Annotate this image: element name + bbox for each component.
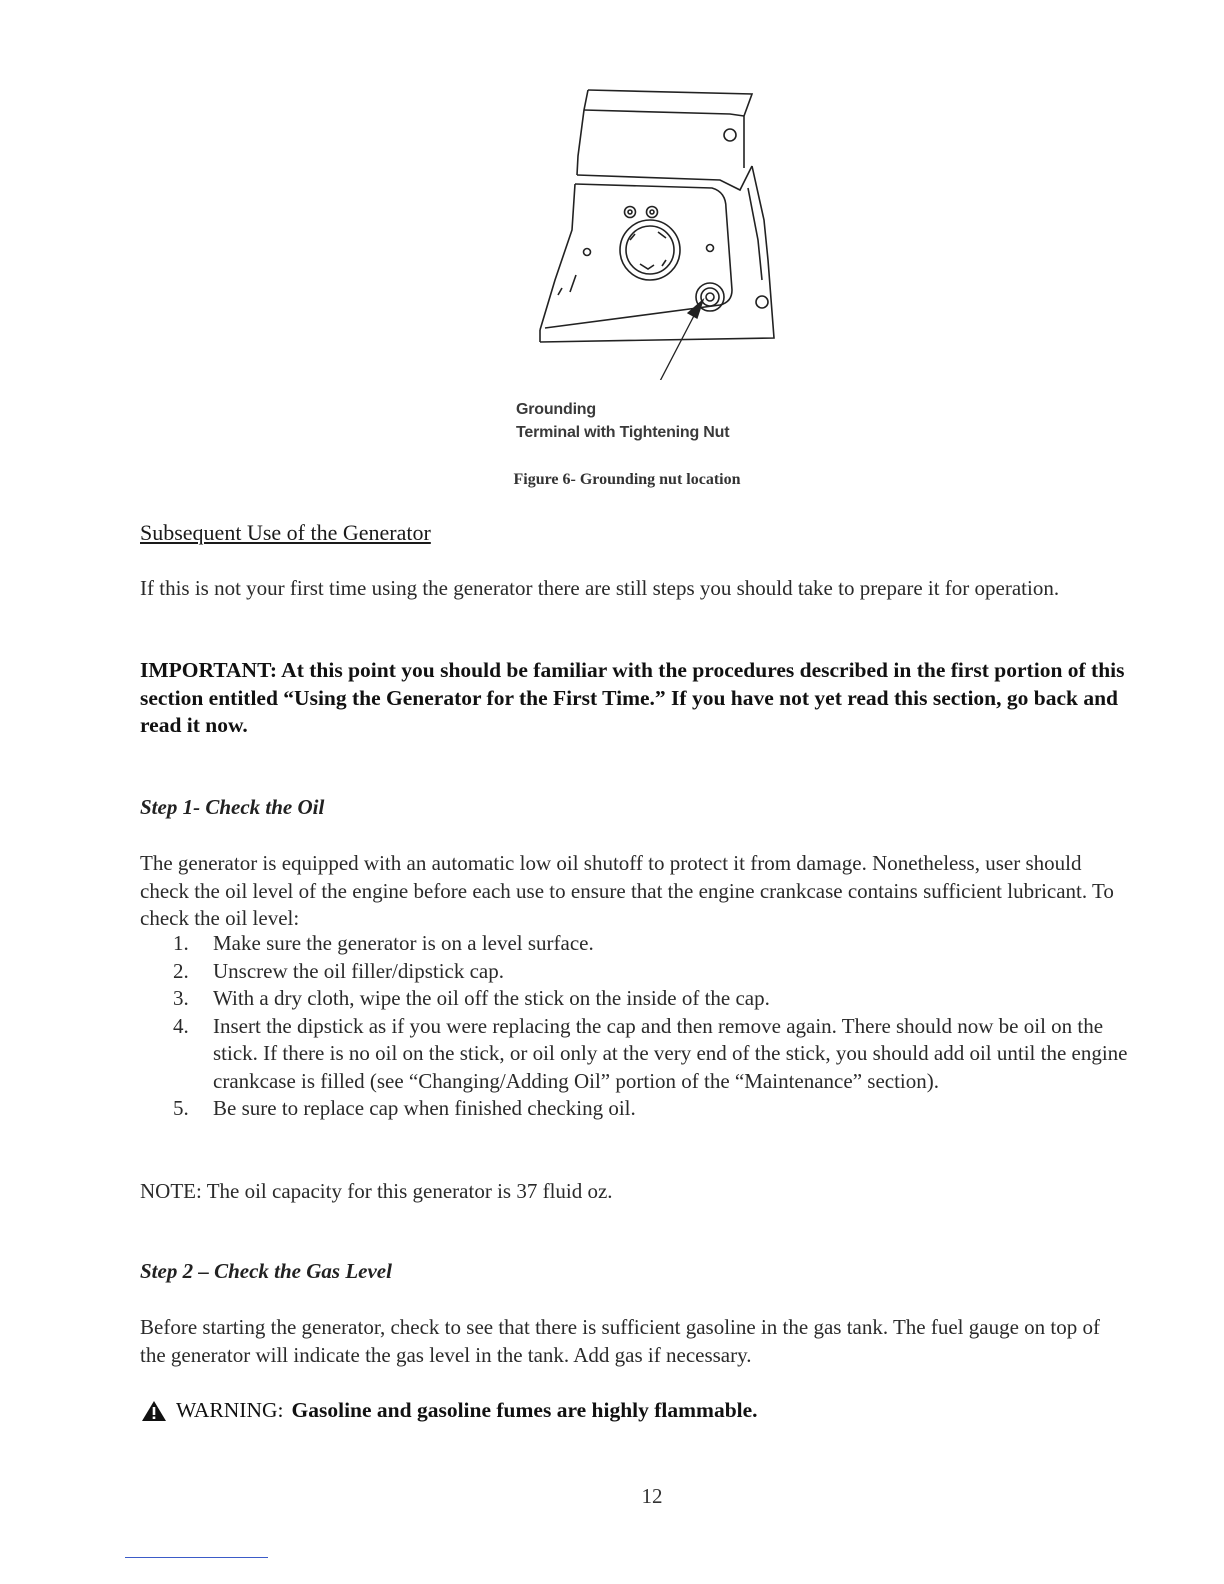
figure-caption: Figure 6- Grounding nut location xyxy=(513,471,741,488)
page-number: 12 xyxy=(641,1484,663,1508)
figure-label-terminal: Terminal with Tightening Nut xyxy=(516,424,730,441)
section-title: Subsequent Use of the Generator xyxy=(140,520,431,545)
step2-heading: Step 2 – Check the Gas Level xyxy=(140,1259,392,1283)
list-item-number: 3. xyxy=(173,986,189,1010)
figure-label-grounding: Grounding xyxy=(516,401,596,418)
warning-line xyxy=(140,1398,758,1423)
list-item xyxy=(140,930,1130,958)
generator-panel-illustration xyxy=(500,80,800,380)
step1-intro: The generator is equipped with an automatic low oil shutoff to protect it from damage. Nonetheless, user should check the oil level of the engine before each use to ensure that the engine crankcase contains sufficient lubricant. To check the oil level: xyxy=(140,851,1114,930)
list-item-text: Insert the dipstick as if you were replacing the cap and then remove again. There should now be oil on the stick. If there is no oil on the stick, or oil only at the very end of the stick, you should add oil until the engine crankcase is filled (see “Changing/Adding Oil” portion of the “Maintenance” section). xyxy=(213,1013,1128,1093)
step2-body: Before starting the generator, check to see that there is sufficient gasoline in the gas tank. The fuel gauge on top of the generator will indicate the gas level in the tank. Add gas if necessary. xyxy=(140,1315,1100,1367)
warning-label: WARNING: xyxy=(176,1398,284,1422)
oil-check-steps xyxy=(140,930,1130,1123)
list-item-text: Make sure the generator is on a level surface. xyxy=(213,931,594,955)
list-item xyxy=(140,1013,1130,1096)
list-item-number: 2. xyxy=(173,958,189,983)
list-item-text: Unscrew the oil filler/dipstick cap. xyxy=(213,958,504,983)
list-item xyxy=(140,958,1130,986)
grounding-figure xyxy=(500,80,800,450)
warning-triangle-icon xyxy=(140,1399,168,1423)
footer-divider xyxy=(125,1557,268,1558)
list-item-number: 5. xyxy=(173,1096,189,1120)
warning-text: Gasoline and gasoline fumes are highly flammable. xyxy=(291,1398,758,1422)
oil-capacity-note: NOTE: The oil capacity for this generator is 37 fluid oz. xyxy=(140,1179,613,1203)
important-notice: IMPORTANT: At this point you should be familiar with the procedures described in the first portion of this section entitled “Using the Generator for the First Time.” If you have not yet read this section, go back and read it now. xyxy=(140,658,1125,737)
list-item-text: With a dry cloth, wipe the oil off the stick on the inside of the cap. xyxy=(213,986,770,1010)
section-intro: If this is not your first time using the generator there are still steps you should take to prepare it for operation. xyxy=(140,576,1060,600)
list-item xyxy=(140,1095,1130,1123)
list-item-number: 4. xyxy=(173,1013,189,1038)
list-item-number: 1. xyxy=(173,931,189,955)
list-item-text: Be sure to replace cap when finished checking oil. xyxy=(213,1096,636,1120)
step1-heading: Step 1- Check the Oil xyxy=(140,795,325,819)
list-item xyxy=(140,985,1130,1013)
